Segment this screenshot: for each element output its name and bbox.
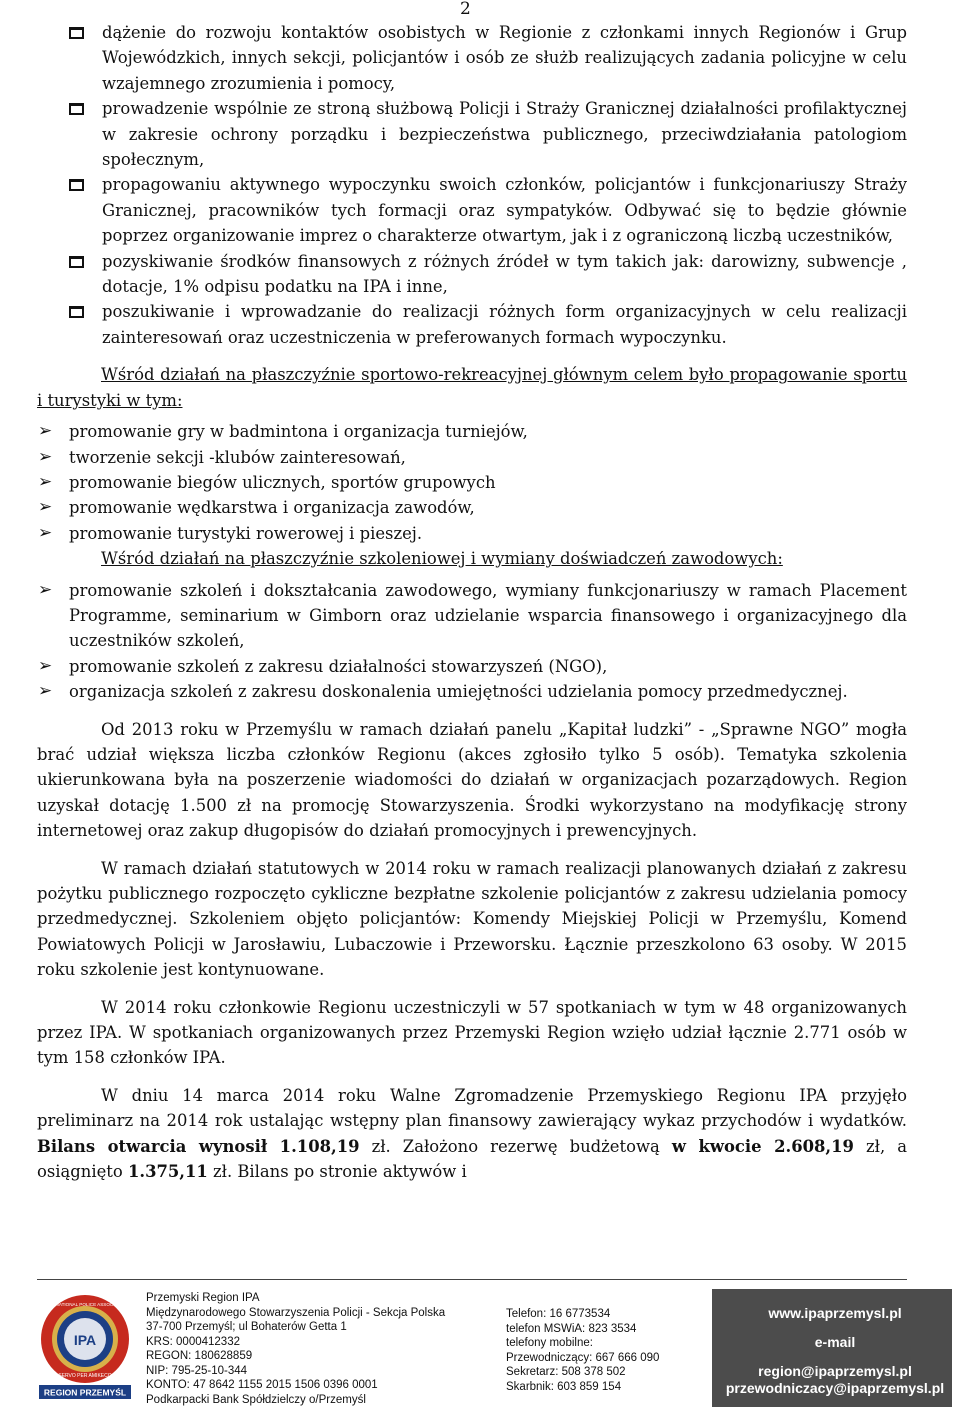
achieved-amount: 1.375,11 — [127, 1162, 208, 1182]
org-details: Przemyski Region IPA Międzynarodowego Stowarzyszenia Policji - Sekcja Polska 37-700 Przemyśl; ul Bohaterów Getta 1 KRS: 0000412332 REGON: 180628859 NIP: 795-25-10-344 KONTO: 47 8642 1155 2015 1506 0396 0001 Podkarpacki Bank Spółdzielczy o/Przemyśl — [146, 1292, 446, 1406]
paragraph-budget: W dniu 14 marca 2014 roku Walne Zgromadzenie Przemyskiego Regionu IPA przyjęło preliminarz na 2014 rok ustalając wstępny plan finansowy zawierający wykaz przychodów i wydatków. Bilans otwarcia wynosił 1.108,19 zł. Założono rezerwę budżetową w kwocie 2.608,19 zł, a osiągnięto 1.375,11 zł. Bilans po stronie aktywów i — [37, 1085, 907, 1182]
square-bullet-icon — [69, 306, 84, 318]
goals-list — [37, 20, 907, 350]
square-bullet-icon — [69, 27, 84, 39]
footer-divider — [37, 1279, 907, 1280]
arrow-bullet-icon: ➢ — [38, 681, 53, 702]
list-item: pozyskiwanie środków finansowych z różnych źródeł w tym takich jak: darowizny, subwencje , dotacje, 1% odpisu podatku na IPA i inne, — [37, 249, 907, 300]
list-item: ➢ promowanie gry w badmintona i organizacja turniejów, — [37, 419, 907, 444]
email-region-link[interactable]: region@ipaprzemysl.pl — [758, 1363, 912, 1379]
list-item: ➢ promowanie wędkarstwa i organizacja zawodów, — [37, 495, 907, 520]
email-chair-link[interactable]: przewodniczacy@ipaprzemysl.pl — [725, 1380, 945, 1396]
ipa-logo-icon — [37, 1293, 133, 1401]
page-number: 2 — [460, 0, 471, 19]
list-item: ➢ promowanie szkoleń z zakresu działalności stowarzyszeń (NGO), — [37, 654, 907, 679]
list-item: propagowaniu aktywnego wypoczynku swoich członków, policjantów i funkcjonariuszy Straży Granicznej, pracowników tych formacji oraz sympatyków. Odbywać się to będzie głównie poprzez organizowanie imprez o charakterze otwartym, jak i z ograniczoną liczbą uczestników, — [37, 172, 907, 248]
arrow-bullet-icon: ➢ — [38, 471, 53, 492]
website-link[interactable]: www.ipaprzemysl.pl — [768, 1305, 902, 1321]
square-bullet-icon — [69, 103, 84, 115]
reserve-amount: w kwocie 2.608,19 — [671, 1136, 854, 1156]
contact-details: Telefon: 16 6773534 telefon MSWiA: 823 3534 telefony mobilne: Przewodniczący: 667 666 090 Sekretarz: 508 378 502 Skarbnik: 603 859 154 — [506, 1308, 660, 1393]
arrow-bullet-icon: ➢ — [38, 446, 53, 467]
footer — [37, 1289, 945, 1407]
paragraph-meetings: W 2014 roku członkowie Regionu uczestniczyli w 57 spotkaniach w tym w 48 organizowanych przez IPA. W spotkaniach organizowanych przez Przemyski Region wzięło udział łącznie 2.771 osób w tym 158 członków IPA. — [37, 997, 907, 1068]
list-item: ➢ organizacja szkoleń z zakresu doskonalenia umiejętności udzielania pomocy przedmedycznej. — [37, 679, 907, 704]
svg-text:REGION PRZEMYŚL: REGION PRZEMYŚL — [43, 1387, 127, 1398]
list-item: ➢ promowanie biegów ulicznych, sportów grupowych — [37, 470, 907, 495]
sport-list — [37, 419, 907, 546]
arrow-bullet-icon: ➢ — [38, 522, 53, 543]
web-contact — [724, 1303, 946, 1399]
arrow-bullet-icon: ➢ — [38, 497, 53, 518]
square-bullet-icon — [69, 179, 84, 191]
list-item: dążenie do rozwoju kontaktów osobistych w Regionie z członkami innych Regionów i Grup Wojewódzkich, innych sekcji, policjantów i osób ze służb realizujących zadania policyjne w celu wzajemnego zrozumienia i pomocy, — [37, 20, 907, 96]
paragraph-first-aid: W ramach działań statutowych w 2014 roku w ramach realizacji planowanych działań z zakresu pożytku publicznego rozpoczęto cykliczne bezpłatne szkolenie policjantów z zakresu udzielania pomocy przedmedycznej. Szkoleniem objęto policjantów: Komendy Miejskiej Policji w Przemyślu, Komend Powiatowych Policji w Jarosławiu, Lubaczowie i Przeworsku. Łącznie przeszkolono 63 osoby. W 2015 roku szkolenie jest kontynuowane. — [37, 858, 907, 980]
sport-heading: Wśród działań na płaszczyźnie sportowo-rekreacyjnej głównym celem było propagowanie sportu i turystyki w tym: — [37, 365, 907, 410]
svg-text:IPA: IPA — [73, 1332, 97, 1348]
email-label: e-mail — [814, 1334, 856, 1350]
arrow-bullet-icon: ➢ — [38, 579, 53, 600]
list-item: ➢ tworzenie sekcji -klubów zainteresowań, — [37, 445, 907, 470]
arrow-bullet-icon: ➢ — [38, 421, 53, 442]
svg-text:SERVO PER AMIKECO: SERVO PER AMIKECO — [58, 1373, 112, 1379]
document-body — [37, 20, 907, 1184]
arrow-bullet-icon: ➢ — [38, 655, 53, 676]
training-heading-line — [37, 546, 907, 571]
training-heading: Wśród działań na płaszczyźnie szkoleniowej i wymiany doświadczeń zawodowych: — [101, 549, 783, 569]
list-item: prowadzenie wspólnie ze stroną służbową Policji i Straży Granicznej działalności profilaktycznej w zakresie ochrony porządku i bezpieczeństwa publicznego, przeciwdziałania patologiom społecznym, — [37, 96, 907, 172]
paragraph-ngo: Od 2013 roku w Przemyślu w ramach działań panelu „Kapitał ludzki” - „Sprawne NGO” mogła brać udział większa liczba członków Regionu (akces zgłosiło tylko 5 osób). Tematyka szkolenia ukierunkowana była na poszerzenie wiadomości do działań w organizacjach pozarządowych. Region uzyskał dotację 1.500 zł na promocję Stowarzyszenia. Środki wykorzystano na modyfikację strony internetowej oraz zakup długopisów do działań promocyjnych i prewencyjnych. — [37, 719, 907, 841]
list-item: ➢ promowanie szkoleń i dokształcania zawodowego, wymiany funkcjonariuszy w ramach Placement Programme, seminarium w Gimborn oraz udzielanie wsparcia finansowego i organizacyjnego dla uczestników szkoleń, — [38, 579, 907, 651]
list-item: poszukiwanie i wprowadzanie do realizacji różnych form organizacyjnych w celu realizacji zainteresowań oraz uczestniczenia w preferowanych formach wypoczynku. — [37, 299, 907, 350]
list-item: ➢ promowanie turystyki rowerowej i pieszej. — [37, 521, 907, 546]
square-bullet-icon — [69, 256, 84, 268]
training-list — [37, 578, 907, 705]
opening-balance: Bilans otwarcia wynosił 1.108,19 — [37, 1136, 360, 1156]
svg-text:INTERNATIONAL POLICE ASSOCIATI: INTERNATIONAL POLICE ASSOCIATION — [41, 1302, 129, 1307]
